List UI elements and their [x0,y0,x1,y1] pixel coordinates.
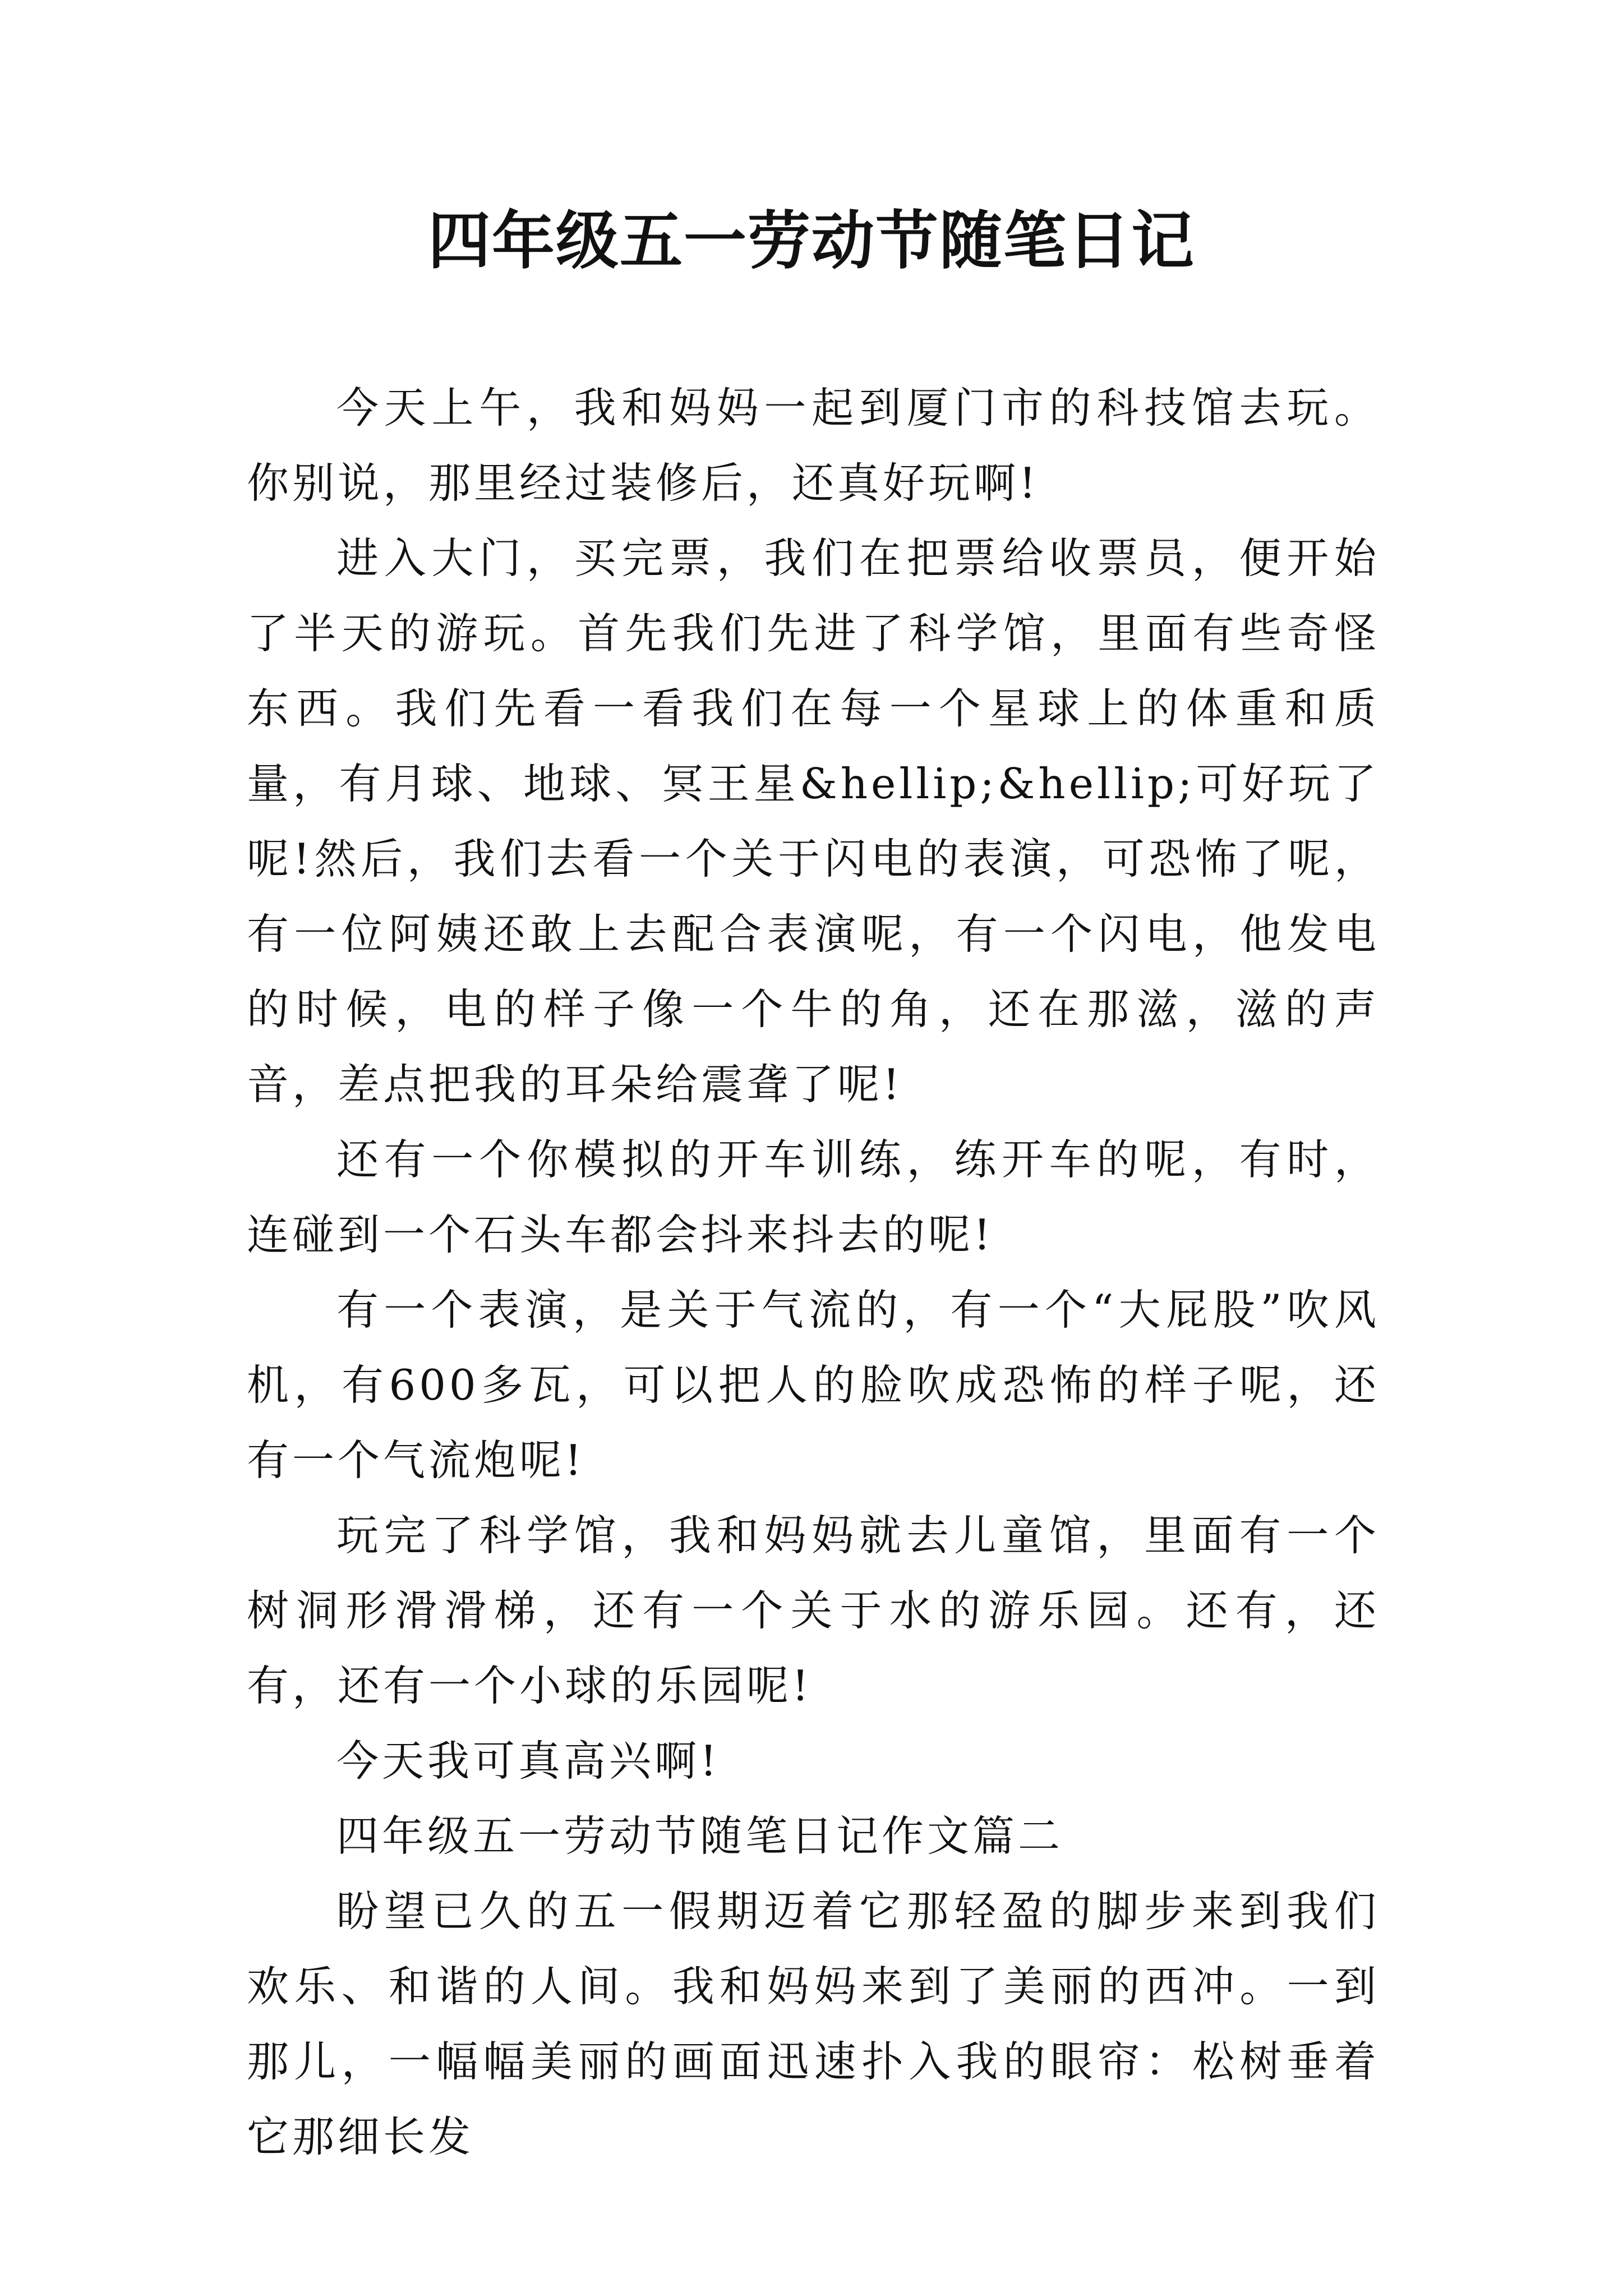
body-paragraph: 有一个表演，是关于气流的，有一个“大屁股”吹风机，有600多瓦，可以把人的脸吹成恐怖的样子呢，还有一个气流炮呢! [247,1285,1380,1485]
body-paragraph: 盼望已久的五一假期迈着它那轻盈的脚步来到我们欢乐、和谐的人间。我和妈妈来到了美丽的西冲。一到那儿，一幅幅美丽的画面迅速扑入我的眼帘：松树垂着它那细长发 [247,1887,1380,2161]
body-paragraph: 进入大门，买完票，我们在把票给收票员，便开始了半天的游玩。首先我们先进了科学馆，里面有些奇怪东西。我们先看一看我们在每一个星球上的体重和质量，有月球、地球、冥王星&hellip;&hellip;可好玩了呢!然后，我们去看一个关于闪电的表演，可恐怖了呢，有一位阿姨还敢上去配合表演呢，有一个闪电，他发电的时候，电的样子像一个牛的角，还在那滋，滋的声音，差点把我的耳朵给震聋了呢! [247,533,1380,1109]
body-paragraph: 玩完了科学馆，我和妈妈就去儿童馆，里面有一个树洞形滑滑梯，还有一个关于水的游乐园。还有，还有，还有一个小球的乐园呢! [247,1511,1380,1710]
body-paragraph: 还有一个你模拟的开车训练，练开车的呢，有时，连碰到一个石头车都会抖来抖去的呢! [247,1135,1380,1259]
body-paragraph: 今天我可真高兴啊! [336,1736,721,1786]
document-title: 四年级五一劳动节随笔日记 [428,204,1195,278]
document-body [247,370,1380,2174]
section-heading: 四年级五一劳动节随笔日记作文篇二 [336,1811,1064,1861]
body-paragraph: 今天上午，我和妈妈一起到厦门市的科技馆去玩。你别说，那里经过装修后，还真好玩啊! [247,383,1380,508]
